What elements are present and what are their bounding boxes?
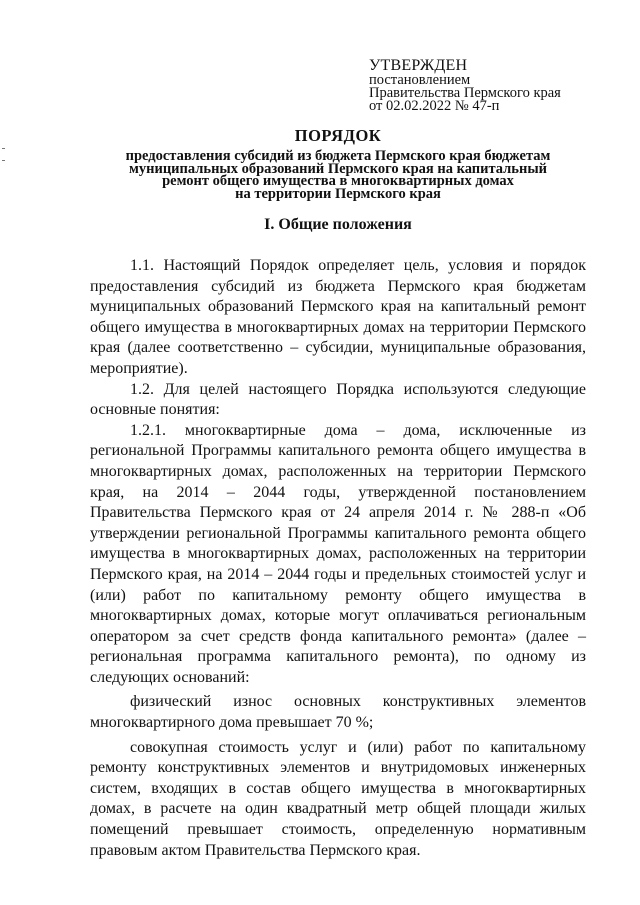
subtitle-line: муниципальных образований Пермского края на капитальный	[128, 160, 547, 177]
approval-line: постановлением	[369, 72, 471, 88]
margin-mark	[2, 148, 5, 149]
subtitle-line: предоставления субсидий из бюджета Пермского края бюджетам	[125, 148, 551, 164]
subtitle-line: на территории Пермского края	[235, 185, 441, 202]
paragraph-cost-criterion: совокупная стоимость услуг и (или) работ по капитальному ремонту конструктивных элементов и внутридомовых инженерных систем, входящих в состав общего имущества в многоквартирных домах, в расчете на один квадратный метр общей площади жилых помещений превышает стоимость, определенную нормативным правовым актом Правительства Пермского края.	[90, 738, 586, 859]
paragraph-1-1: 1.1. Настоящий Порядок определяет цель, условия и порядок предоставления субсидий из бюджета Пермского края бюджетам муниципальных образований Пермского края на капитальный ремонт общего имущества в многоквартирных домах на территории Пермского края (далее соответственно – субсидии, муниципальные образования, мероприятие).	[90, 257, 586, 377]
document-title: ПОРЯДОК	[294, 126, 382, 145]
paragraph-1-2-1: 1.2.1. многоквартирные дома – дома, исключенные из региональной Программы капитального ремонта общего имущества в многоквартирных домах, расположенных на территории Пермского края, на 2014 – 2044 годы, утвержденной постановлением Правительства Пермского края от 24 апреля 2014 г. № 288-п «Об утверждении региональной Программы капитального ремонта общего имущества в многоквартирных домах, расположенных на территории Пермского края, на 2014 – 2044 годы и предельных стоимостей услуг и (или) работ по капитальному ремонту общего имущества в многоквартирных домах, которые могут оплачиваться региональным оператором за счет средств фонда капитального ремонта» (далее – региональная программа капитального ремонта), по одному из следующих оснований:	[90, 421, 586, 686]
paragraph-wear-criterion: физический износ основных конструктивных элементов многоквартирного дома превышает 70 %;	[90, 693, 586, 732]
paragraph-1-2: 1.2. Для целей настоящего Порядка используются следующие основные понятия:	[90, 380, 586, 419]
margin-mark	[2, 160, 5, 161]
subtitle-line: ремонт общего имущества в многоквартирных домах	[162, 173, 514, 189]
approval-line: Правительства Пермского края	[369, 85, 561, 101]
document-subtitle	[90, 150, 586, 200]
approval-heading: УТВЕРЖДЕН	[369, 57, 468, 74]
approval-block	[369, 58, 609, 113]
section-heading: I. Общие положения	[264, 216, 412, 233]
approval-line: от 02.02.2022 № 47-п	[369, 98, 500, 114]
document-body	[90, 256, 586, 861]
